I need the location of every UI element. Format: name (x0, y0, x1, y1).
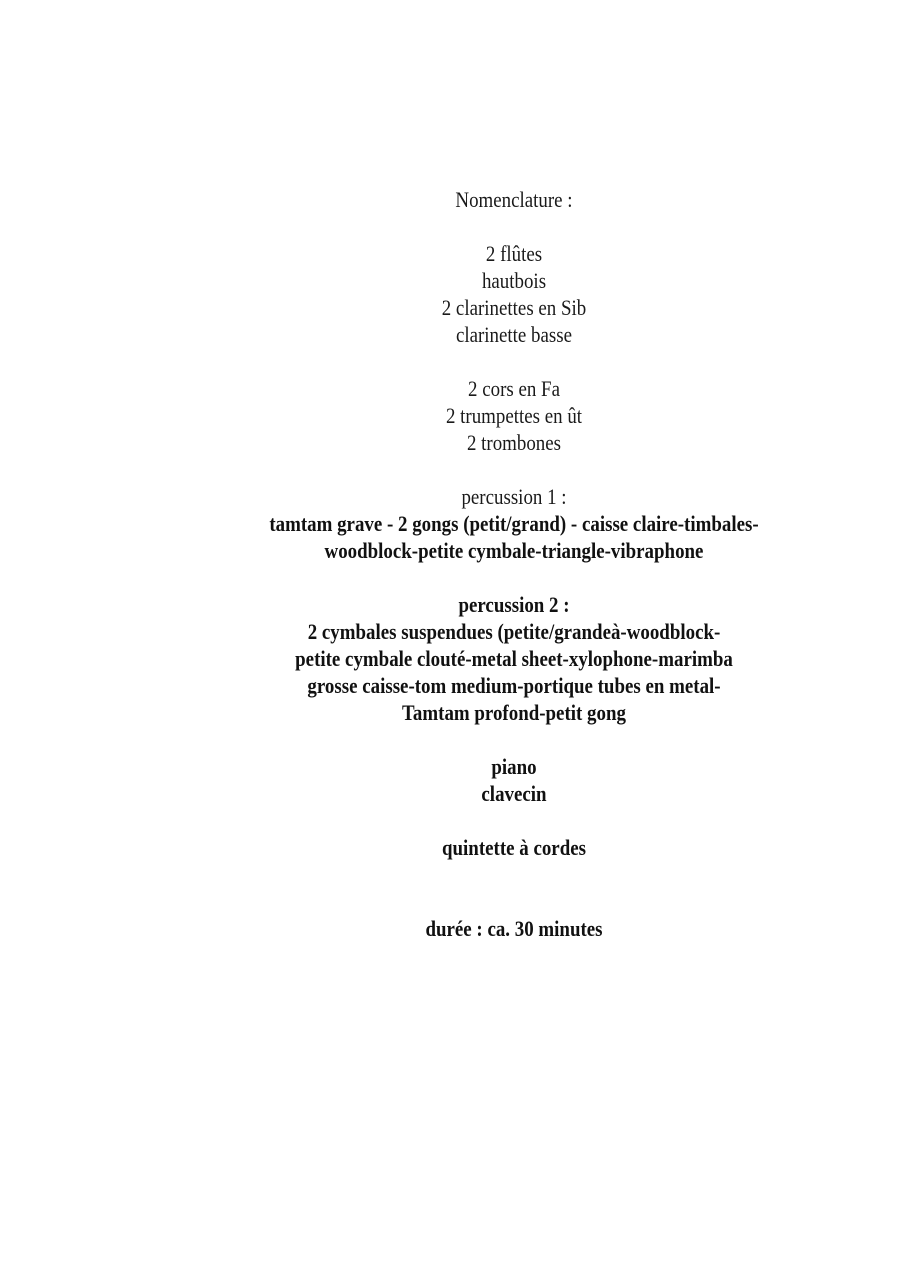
percussion-1-section (190, 483, 838, 564)
instrument-line: clavecin (481, 781, 547, 806)
brass-section (190, 375, 838, 456)
instrument-line: piano (491, 754, 537, 779)
page-title: Nomenclature : (455, 187, 573, 212)
section-heading: percussion 1 : (461, 484, 567, 509)
instrument-line: woodblock-petite cymbale-triangle-vibraphone (324, 538, 704, 563)
strings-section (190, 834, 838, 861)
woodwinds-section (190, 240, 838, 348)
instrument-line: 2 cymbales suspendues (petite/grandeà-woodblock- (307, 619, 721, 644)
instrument-line: hautbois (481, 268, 547, 293)
instrument-line: 2 cors en Fa (468, 376, 560, 401)
instrument-line: 2 trumpettes en ût (445, 403, 583, 428)
percussion-2-section (190, 591, 838, 726)
section-heading: percussion 2 : (458, 592, 570, 617)
instrument-line: petite cymbale clouté-metal sheet-xylophone-marimba (295, 646, 733, 671)
instrument-line: Tamtam profond-petit gong (402, 700, 626, 725)
keyboards-section (190, 753, 838, 807)
instrument-line: tamtam grave - 2 gongs (petit/grand) - caisse claire-timbales- (269, 511, 759, 536)
instrument-line: 2 clarinettes en Sib (441, 295, 587, 320)
instrument-line: 2 trombones (466, 430, 562, 455)
instrument-line: grosse caisse-tom medium-portique tubes en metal- (307, 673, 721, 698)
nomenclature-block (190, 186, 838, 942)
instrument-line: 2 flûtes (485, 241, 543, 266)
instrument-line: quintette à cordes (442, 835, 586, 860)
duration-text: durée : ca. 30 minutes (425, 916, 603, 941)
instrument-line: clarinette basse (455, 322, 573, 347)
